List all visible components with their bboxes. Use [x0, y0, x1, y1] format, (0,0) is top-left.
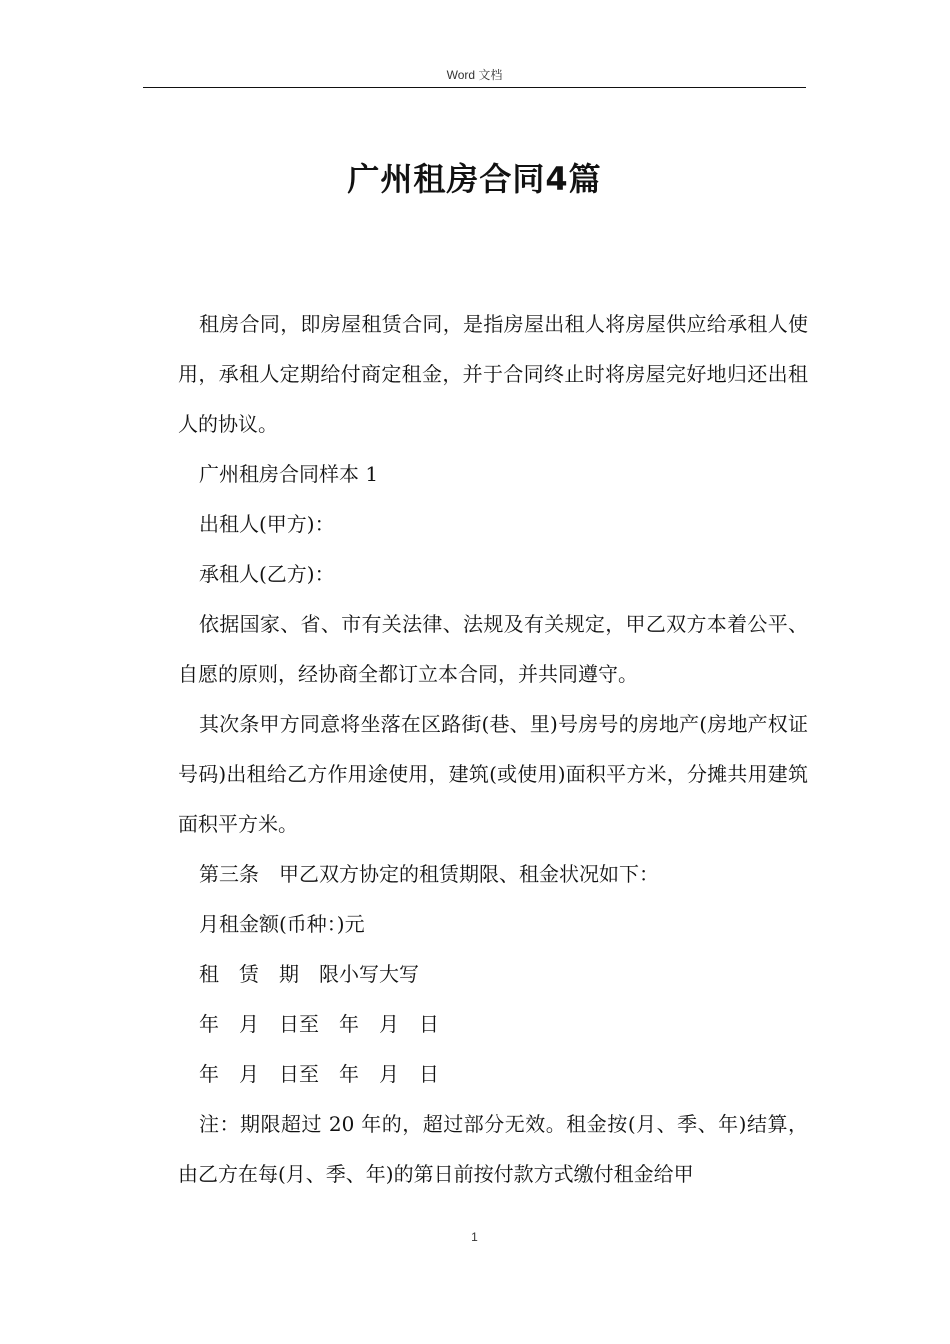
paragraph-date-range-1: 年 月 日至 年 月 日: [199, 1012, 439, 1036]
page-header: Word 文档: [446, 68, 503, 82]
paragraph-sample-heading: 广州租房合同样本 1: [199, 462, 379, 486]
paragraph-lessor: 出租人(甲方)：: [199, 512, 335, 536]
paragraph-article-2: 其次条甲方同意将坐落在区路街(巷、里)号房号的房地产(房地产权证号码)出租给乙方作用途使用，建筑(或使用)面积平方米，分摊共用建筑面积平方米。: [178, 712, 808, 836]
paragraph-monthly-rent: 月租金额(币种：)元: [199, 912, 365, 936]
page-number: 1: [471, 1230, 478, 1244]
paragraph-intro: 租房合同，即房屋租赁合同，是指房屋出租人将房屋供应给承租人使用，承租人定期给付商定租金，并于合同终止时将房屋完好地归还出租人的协议。: [178, 312, 808, 436]
document-title: 广州租房合同4篇: [347, 160, 602, 198]
header-divider: [143, 87, 806, 88]
document-body: [178, 299, 808, 1199]
paragraph-note: 注：期限超过 20 年的，超过部分无效。租金按(月、季、年)结算，由乙方在每(月、季、年)的第日前按付款方式缴付租金给甲: [178, 1112, 808, 1186]
paragraph-basis: 依据国家、省、市有关法律、法规及有关规定，甲乙双方本着公平、自愿的原则，经协商全都订立本合同，并共同遵守。: [178, 612, 808, 686]
paragraph-date-range-2: 年 月 日至 年 月 日: [199, 1062, 439, 1086]
paragraph-article-3: 第三条 甲乙双方协定的租赁期限、租金状况如下：: [199, 862, 659, 886]
paragraph-lease-term-header: 租 赁 期 限小写大写: [199, 962, 419, 986]
paragraph-lessee: 承租人(乙方)：: [199, 562, 335, 586]
